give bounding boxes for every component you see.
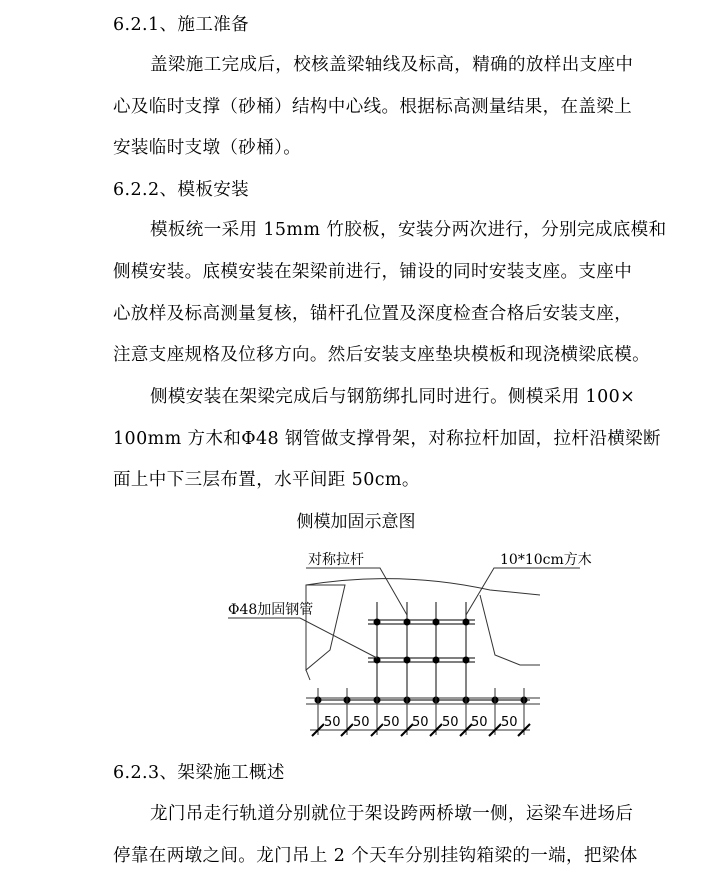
heading-6-2-3: 6.2.3、架梁施工概述 (113, 763, 285, 783)
label-tie-rod: 对称拉杆 (308, 552, 364, 568)
paragraph-line: 模板统一采用 15mm 竹胶板，安装分两次进行，分别完成底模和 (150, 220, 667, 240)
paragraph-line: 侧模安装在架梁完成后与钢筋绑扎同时进行。侧模采用 100× (150, 387, 636, 407)
beam-outline-left (306, 585, 345, 670)
beam-outline-right (480, 595, 540, 665)
paragraph-line: 侧模安装。底模安装在架梁前进行，铺设的同时安装支座。支座中 (113, 262, 633, 282)
paragraph-line: 龙门吊走行轨道分别就位于架设跨两桥墩一侧，运梁车进场后 (150, 804, 634, 824)
paragraph-line: 心及临时支撑（砂桶）结构中心线。根据标高测量结果，在盖梁上 (113, 97, 633, 117)
paragraph-line: 盖梁施工完成后，校核盖梁轴线及标高，精确的放样出支座中 (150, 55, 634, 75)
paragraph-line: 安装临时支墩（砂桶）。 (113, 138, 302, 158)
formwork-diagram-svg (220, 540, 592, 750)
dimension-label: 50 (442, 715, 459, 730)
paragraph-line: 心放样及标高测量复核，锚杆孔位置及深度检查合格后安装支座， (113, 304, 633, 324)
dimension-label: 50 (383, 715, 400, 730)
label-steel-pipe: Φ48加固钢管 (228, 602, 314, 618)
heading-6-2-1: 6.2.1、施工准备 (113, 15, 250, 35)
beam-outline-left-outer (306, 670, 310, 680)
paragraph-line: 注意支座规格及位移方向。然后安装支座垫块模板和现浇横梁底模。 (113, 345, 650, 365)
heading-6-2-2: 6.2.2、模板安装 (113, 180, 250, 200)
dimension-label: 50 (501, 715, 518, 730)
dimension-label: 50 (324, 715, 341, 730)
paragraph-line: 停靠在两墩之间。龙门吊上 2 个天车分别挂钩箱梁的一端，把梁体 (113, 846, 638, 866)
figure-caption: 侧模加固示意图 (296, 512, 416, 532)
formwork-diagram (220, 540, 592, 750)
timbers (377, 602, 466, 698)
dimension-label: 50 (471, 715, 488, 730)
dimension-labels (324, 715, 518, 730)
tie-rod-nodes (315, 619, 528, 704)
paragraph-line: 100mm 方木和Φ48 钢管做支撑骨架，对称拉杆加固，拉杆沿横梁断 (113, 429, 661, 449)
paragraph-line: 面上中下三层布置，水平间距 50cm。 (113, 470, 420, 490)
label-timber: 10*10cm方木 (500, 552, 592, 568)
dimension-label: 50 (353, 715, 370, 730)
dimension-label: 50 (412, 715, 429, 730)
steel-pipes (320, 620, 530, 700)
beam-outline-top (306, 579, 540, 595)
